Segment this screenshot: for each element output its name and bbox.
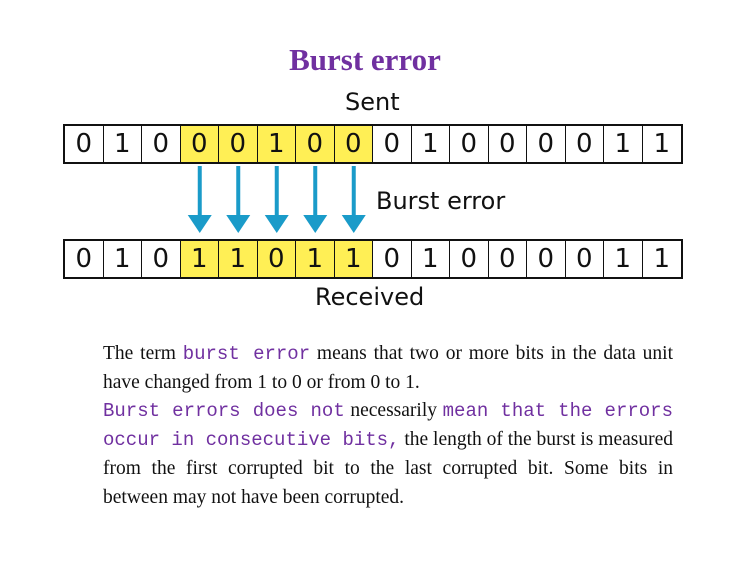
sent-bit-7: 0 — [335, 126, 374, 162]
received-bit-2: 0 — [142, 241, 181, 277]
sent-bit-12: 0 — [527, 126, 566, 162]
description-paragraph-2 — [103, 397, 673, 512]
page-title: Burst error — [289, 42, 441, 77]
sent-bit-2: 0 — [142, 126, 181, 162]
description-text-span: means that two or more bits in the data unit have changed from 1 to 0 or from 0 to 1. — [103, 343, 673, 393]
sent-label: Sent — [345, 88, 400, 116]
description-text-span: the length of the burst is measured from the first corrupted bit to the last corrupted bit. Some bits in between may not have been corrupted. — [103, 429, 673, 508]
description-text-span: necessarily — [344, 400, 443, 422]
emphasis-text: Burst errors does not — [103, 400, 345, 423]
sent-bit-5: 1 — [258, 126, 297, 162]
sent-bit-4: 0 — [219, 126, 258, 162]
description-text — [103, 340, 673, 512]
sent-bit-9: 1 — [412, 126, 451, 162]
received-bit-12: 0 — [527, 241, 566, 277]
burst-error-label: Burst error — [376, 187, 506, 215]
received-bit-5: 0 — [258, 241, 297, 277]
received-bit-11: 0 — [489, 241, 528, 277]
sent-bit-10: 0 — [450, 126, 489, 162]
received-bit-7: 1 — [335, 241, 374, 277]
received-bit-0: 0 — [65, 241, 104, 277]
sent-bit-1: 1 — [104, 126, 143, 162]
received-bit-1: 1 — [104, 241, 143, 277]
received-bit-13: 0 — [566, 241, 605, 277]
burst-error-term: burst error — [182, 343, 311, 365]
received-bit-4: 1 — [219, 241, 258, 277]
down-arrow-icon — [342, 166, 366, 233]
down-arrow-icon — [188, 166, 212, 233]
received-bit-10: 0 — [450, 241, 489, 277]
received-bit-3: 1 — [181, 241, 220, 277]
sent-bit-6: 0 — [296, 126, 335, 162]
sent-bit-13: 0 — [566, 126, 605, 162]
received-bit-row — [63, 239, 683, 279]
down-arrow-icon — [226, 166, 250, 233]
sent-bit-3: 0 — [181, 126, 220, 162]
received-bit-6: 1 — [296, 241, 335, 277]
sent-bit-11: 0 — [489, 126, 528, 162]
sent-bit-0: 0 — [65, 126, 104, 162]
sent-bit-14: 1 — [604, 126, 643, 162]
received-bit-9: 1 — [412, 241, 451, 277]
description-text-span: The term — [103, 343, 183, 364]
emphasis-text: mean that the errors occur in consecutive bits, — [103, 400, 673, 452]
description-paragraph-1 — [103, 340, 673, 397]
received-label: Received — [315, 283, 425, 311]
received-bit-14: 1 — [604, 241, 643, 277]
received-bit-15: 1 — [653, 244, 671, 274]
down-arrow-icon — [303, 166, 327, 233]
sent-bit-8: 0 — [373, 126, 412, 162]
sent-bit-15: 1 — [653, 129, 671, 159]
received-bit-8: 0 — [373, 241, 412, 277]
down-arrow-icon — [265, 166, 289, 233]
